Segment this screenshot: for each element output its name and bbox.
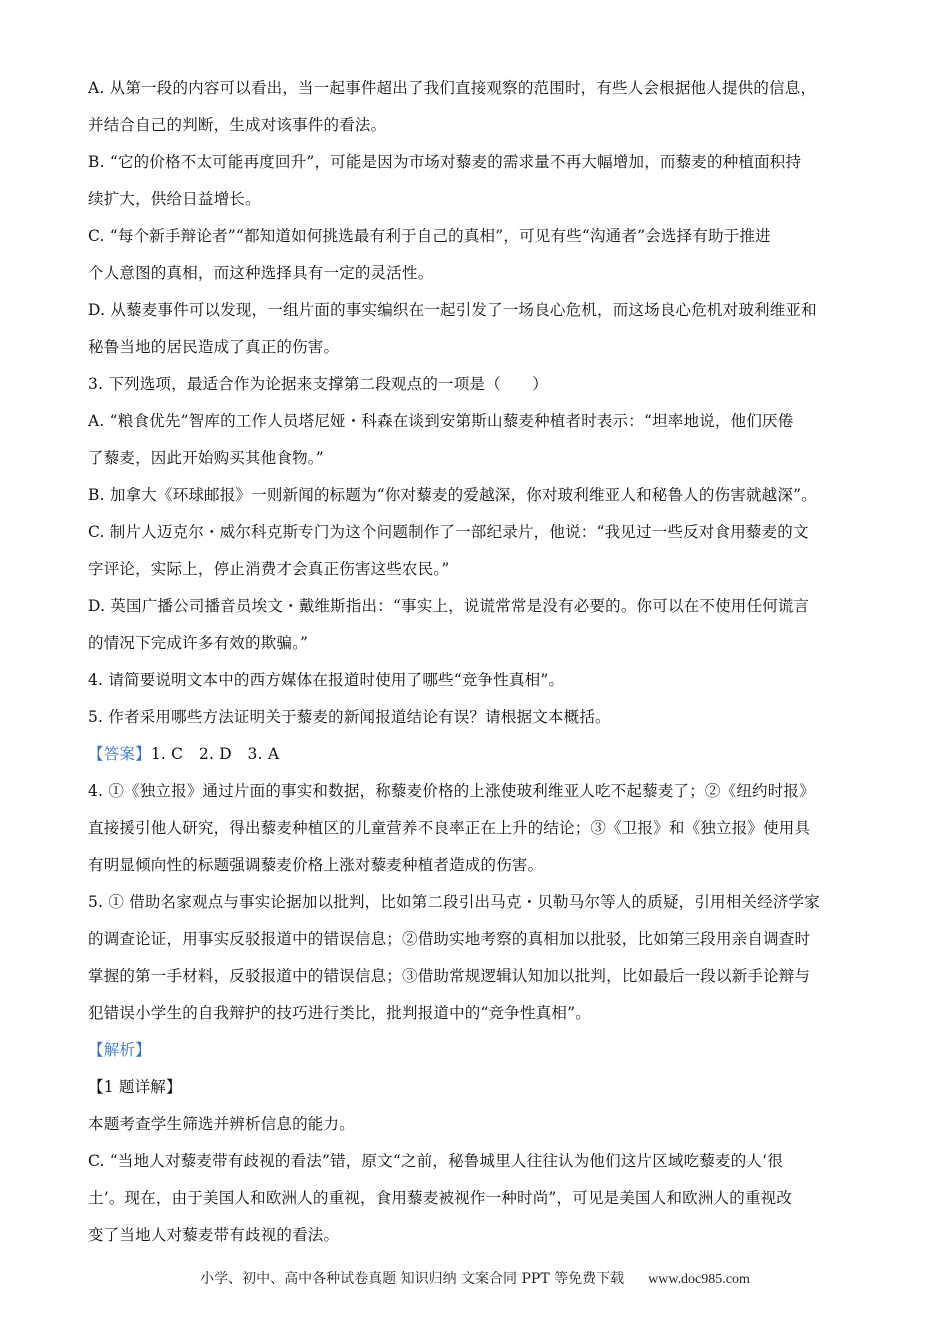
analysis-tag: 【解析】	[88, 1041, 151, 1059]
answer-5-line-2: 的调查论证，用事实反驳报道中的错误信息；②借助实地考察的真相加以批驳，比如第三段用亲自调查时	[88, 930, 811, 948]
option-c-line-2: 个人意图的真相，而这种选择具有一定的灵活性。	[88, 264, 434, 282]
q3-option-d-line-2: 的情况下完成许多有效的欺骗。”	[88, 634, 309, 652]
option-c-line-1: C. “每个新手辩论者”“都知道如何挑选最有利于自己的真相”，可见有些“沟通者”会选择有助于推进	[88, 227, 771, 245]
q3-option-a-line-1: A. “粮食优先”智库的工作人员塔尼娅・科森在谈到安第斯山藜麦种植者时表示：“坦率地说，他们厌倦	[88, 412, 794, 430]
answer-choices: 1. C 2. D 3. A	[150, 745, 280, 763]
option-a-line-1: A. 从第一段的内容可以看出，当一起事件超出了我们直接观察的范围时，有些人会根据他人提供的信息，	[88, 79, 817, 97]
option-d-line-1: D. 从藜麦事件可以发现，一组片面的事实编织在一起引发了一场良心危机，而这场良心危机对玻利维亚和	[88, 301, 817, 319]
q3-option-a-line-2: 了藜麦，因此开始购买其他食物。”	[88, 449, 324, 467]
answer-4-line-3: 有明显倾向性的标题强调藜麦价格上涨对藜麦种植者造成的伤害。	[88, 856, 544, 874]
option-b-line-1: B. “它的价格不太可能再度回升”，可能是因为市场对藜麦的需求量不再大幅增加，而藜麦的种植面积持	[88, 153, 802, 171]
analysis-line-4: 变了当地人对藜麦带有歧视的看法。	[88, 1226, 340, 1244]
analysis-line-3: 土’。现在，由于美国人和欧洲人的重视，食用藜麦被视作一种时尚”，可见是美国人和欧洲人的重视改	[88, 1189, 793, 1207]
answer-tag: 【答案】	[88, 745, 151, 763]
question-4: 4. 请简要说明文本中的西方媒体在报道时使用了哪些“竞争性真相”。	[88, 671, 565, 689]
answer-line	[88, 736, 878, 773]
analysis-heading: 【1 题详解】	[88, 1078, 182, 1096]
answer-5-line-1: 5. ① 借助名家观点与事实论据加以批判，比如第二段引出马克・贝勒马尔等人的质疑，引用相关经济学家	[88, 893, 820, 911]
q3-option-c-line-2: 字评论，实际上，停止消费才会真正伤害这些农民。”	[88, 560, 450, 578]
option-a-line-2: 并结合自己的判断，生成对该事件的看法。	[88, 116, 387, 134]
option-d-line-2: 秘鲁当地的居民造成了真正的伤害。	[88, 338, 340, 356]
q3-option-b: B. 加拿大《环球邮报》一则新闻的标题为“你对藜麦的爱越深，你对玻利维亚人和秘鲁人的伤害就越深”。	[88, 486, 817, 504]
footer-url[interactable]: www.doc985.com	[648, 1272, 750, 1287]
q3-option-c-line-1: C. 制片人迈克尔・威尔科克斯专门为这个问题制作了一部纪录片，他说：“我见过一些反对食用藜麦的文	[88, 523, 809, 541]
document-body	[88, 70, 878, 1254]
analysis-line-2: C. “当地人对藜麦带有歧视的看法”错，原文“之前，秘鲁城里人往往认为他们这片区域吃藜麦的人‘很	[88, 1152, 783, 1170]
question-3: 3. 下列选项，最适合作为论据来支撑第二段观点的一项是（ ）	[88, 375, 548, 393]
option-b-line-2: 续扩大，供给日益增长。	[88, 190, 261, 208]
question-5: 5. 作者采用哪些方法证明关于藜麦的新闻报道结论有误？请根据文本概括。	[88, 708, 611, 726]
analysis-line-1: 本题考查学生筛选并辨析信息的能力。	[88, 1115, 355, 1133]
answer-4-line-1: 4. ①《独立报》通过片面的事实和数据，称藜麦价格的上涨使玻利维亚人吃不起藜麦了；②《纽约时报》	[88, 782, 815, 800]
page-footer	[0, 1268, 950, 1288]
footer-text: 小学、初中、高中各种试卷真题 知识归纳 文案合同 PPT 等免费下载	[200, 1271, 625, 1287]
answer-5-line-3: 掌握的第一手材料，反驳报道中的错误信息；③借助常规逻辑认知加以批判，比如最后一段以新手论辩与	[88, 967, 811, 985]
q3-option-d-line-1: D. 英国广播公司播音员埃文・戴维斯指出：“事实上，说谎常常是没有必要的。你可以在不使用任何谎言	[88, 597, 810, 615]
answer-5-line-4: 犯错误小学生的自我辩护的技巧进行类比，批判报道中的“竞争性真相”。	[88, 1004, 591, 1022]
answer-4-line-2: 直接援引他人研究，得出藜麦种植区的儿童营养不良率正在上升的结论；③《卫报》和《独立报》使用具	[88, 819, 811, 837]
